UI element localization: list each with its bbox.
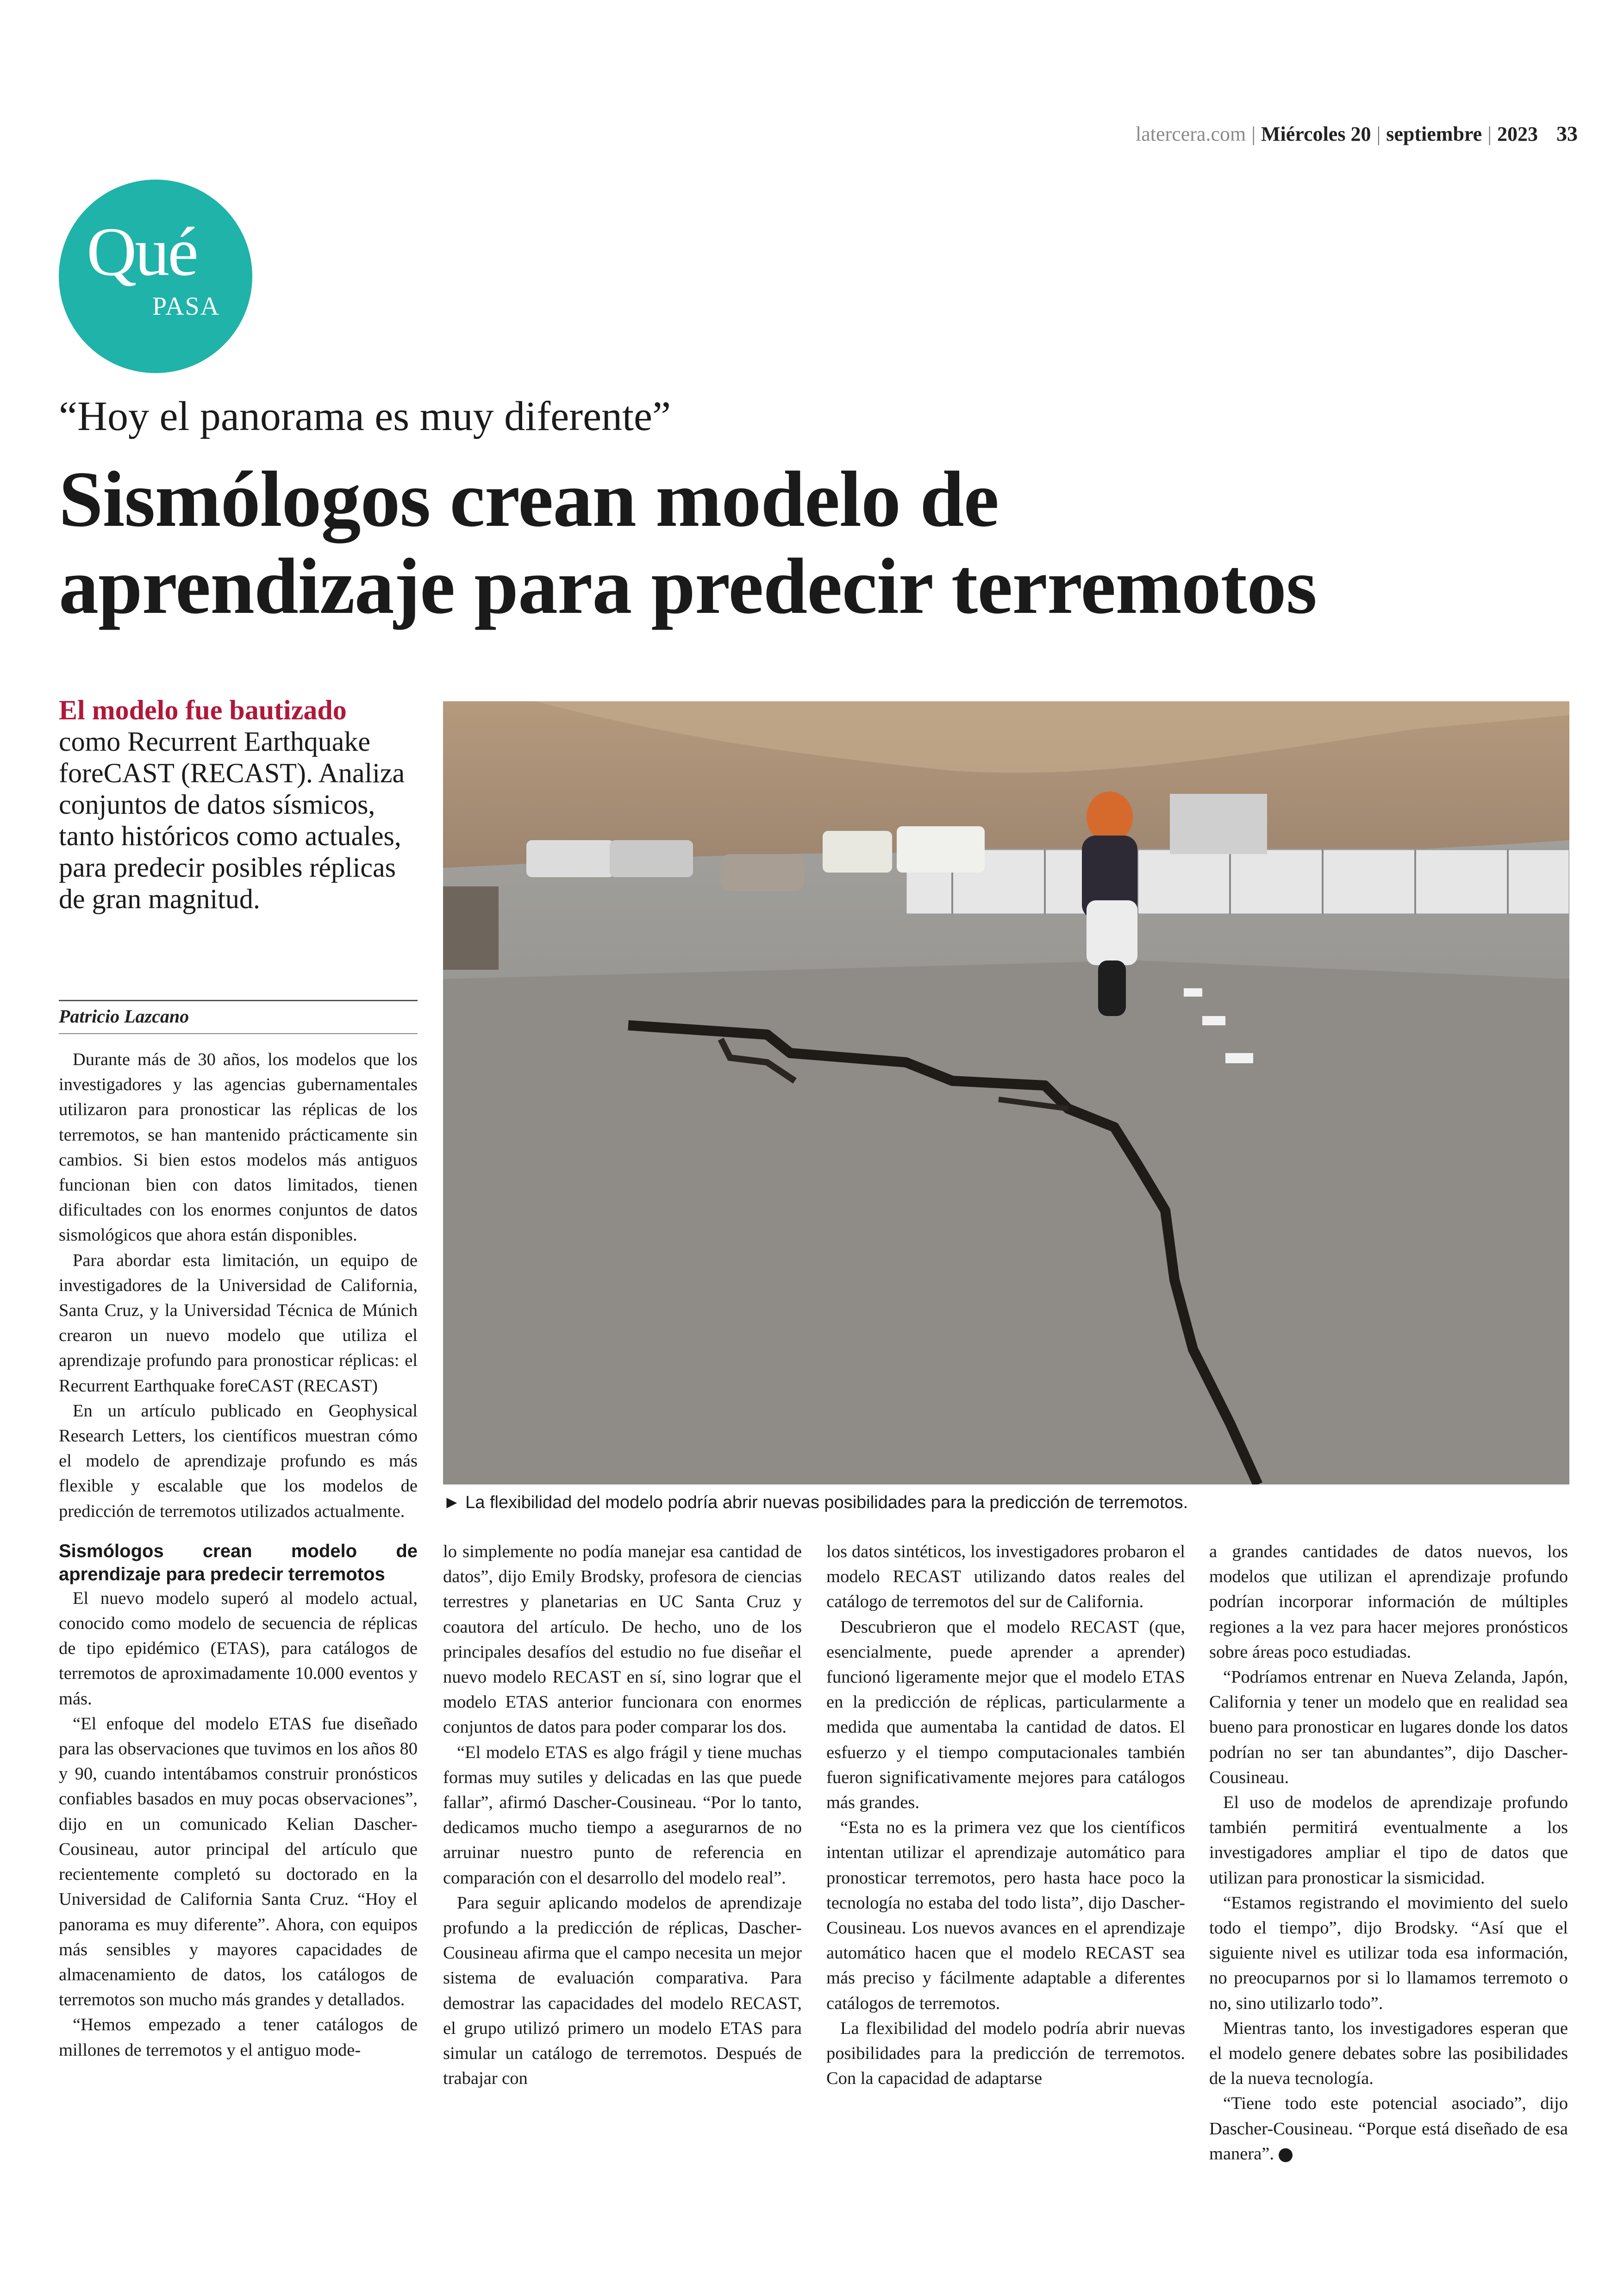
article-kicker: “Hoy el panorama es muy diferente” [59, 393, 671, 439]
site-name: latercera.com [1136, 123, 1246, 145]
paragraph: los datos sintéticos, los investigadores probaron el modelo RECAST utilizando datos reales del catálogo de terremotos del sur de California. [826, 1542, 1185, 1612]
article-column-4 [1209, 1539, 1568, 2166]
paragraph: Descubrieron que el modelo RECAST (que, esencialmente, puede aprender a aprender) funcionó ligeramente mejor que el modelo ETAS en la predicción de réplicas, particularmente a medida que aumentaba la cantidad de datos. El esfuerzo y el tiempo computacionales también fueron significativamente mejores para catálogos más grandes. [826, 1617, 1185, 1813]
que-pasa-logo [59, 180, 252, 373]
page-number: 33 [1556, 122, 1578, 145]
lead-highlight: El modelo fue bautizado [59, 695, 347, 725]
paragraph-text: “Tiene todo este potencial asociado”, dijo Dascher-Cousineau. “Porque está diseñado de esa manera”. [1209, 2094, 1568, 2164]
byline-rule-top [59, 1000, 418, 1001]
paragraph: Durante más de 30 años, los modelos que los investigadores y las agencias gubernamentales utilizaron para pronosticar las réplicas de los terremotos, se han mantenido prácticamente sin cambios. Si bien estos modelos más antiguos funcionan bien con datos limitados, tienen dificultades con los enormes conjuntos de datos sismológicos que ahora están disponibles. [59, 1050, 418, 1245]
byline-rule-bottom [59, 1033, 418, 1034]
headline-line-2: aprendizaje para predecir terremotos [59, 543, 1317, 630]
byline: Patricio Lazcano [59, 1006, 189, 1027]
subheading: Sismólogos crean modelo de aprendizaje para predecir terremotos [59, 1540, 418, 1584]
end-mark-icon [1279, 2148, 1293, 2162]
paragraph: “El enfoque del modelo ETAS fue diseñado para las observaciones que tuvimos en los años 80 y 90, cuando intentábamos construir pronósticos confiables basados en muy pocas observaciones”, dijo en un comunicado Kelian Dascher-Cousineau, autor principal del artículo que recientemente completó su doctorado en la Universidad de California Santa Cruz. “Hoy el panorama es muy diferente”. Ahora, con equipos más sensibles y mayores capacidades de almacenamiento de datos, los catálogos de terremotos son mucho más grandes y detallados. [59, 1714, 418, 2010]
logo-que: Qué [87, 213, 197, 290]
paragraph: “Hemos empezado a tener catálogos de millones de terremotos y el antiguo mode- [59, 2015, 418, 2060]
logo-pasa: PASA [152, 292, 220, 321]
header-year: 2023 [1497, 123, 1538, 145]
paragraph: Para seguir aplicando modelos de aprendizaje profundo a la predicción de réplicas, Dascher-Cousineau afirma que el campo necesita un mejor sistema de evaluación comparativa. Para demostrar las capacidades del modelo RECAST, el grupo utilizó primero un modelo ETAS para simular un catálogo de terremotos. Después de trabajar con [443, 1893, 802, 2089]
paragraph: Para abordar esta limitación, un equipo de investigadores de la Universidad de California, Santa Cruz, y la Universidad Técnica de Múnich crearon un nuevo modelo que utiliza el aprendizaje profundo para pronosticar réplicas: el Recurrent Earthquake foreCAST (RECAST) [59, 1250, 418, 1396]
earthquake-road-photo [443, 701, 1569, 1484]
headline-line-1: Sismólogos crean modelo de [59, 455, 999, 543]
page-header: latercera.com | Miércoles 20 | septiembre | 2023 33 [1136, 122, 1578, 145]
header-month: septiembre [1386, 123, 1482, 145]
paragraph: El uso de modelos de aprendizaje profundo también permitirá eventualmente a los investigadores ampliar el tipo de datos que utilizan para pronosticar la sismicidad. [1209, 1793, 1568, 1888]
paragraph: En un artículo publicado en Geophysical Research Letters, los científicos muestran cómo el modelo de aprendizaje profundo es más flexible y escalable que los modelos de predicción de terremotos utilizados actualmente. [59, 1401, 418, 1521]
paragraph: “Podríamos entrenar en Nueva Zelanda, Japón, California y tener un modelo que en realidad sea bueno para pronosticar en lugares donde los datos podrían no ser tan abundantes”, dijo Dascher-Cousineau. [1209, 1667, 1568, 1787]
paragraph: “Estamos registrando el movimiento del suelo todo el tiempo”, dijo Brodsky. “Así que el siguiente nivel es utilizar toda esa información, no preocuparnos por si lo llamamos terremoto o no, sino utilizarlo todo”. [1209, 1893, 1568, 2013]
lead-text: como Recurrent Earthquake foreCAST (RECAST). Analiza conjuntos de datos sísmicos, tanto históricos como actuales, para predecir posibles réplicas de gran magnitud. [59, 726, 405, 914]
article-column-2 [443, 1539, 802, 2091]
header-day: Miércoles 20 [1261, 123, 1371, 145]
article-lead [59, 694, 411, 915]
paragraph: lo simplemente no podía manejar esa cantidad de datos”, dijo Emily Brodsky, profesora de ciencias terrestres y planetarias en UC Santa Cruz y coautora del artículo. De hecho, uno de los principales desafíos del estudio no fue diseñar el nuevo modelo RECAST en sí, sino lograr que el modelo ETAS anterior funcionara con enormes conjuntos de datos para poder comparar los dos. [443, 1542, 802, 1737]
paragraph: “El modelo ETAS es algo frágil y tiene muchas formas muy sutiles y delicadas en las que puede fallar”, afirmó Dascher-Cousineau. “Por lo tanto, dedicamos mucho tiempo a asegurarnos de no arruinar nuestro punto de referencia en comparación con el desarrollo del modelo real”. [443, 1742, 802, 1888]
paragraph: a grandes cantidades de datos nuevos, los modelos que utilizan el aprendizaje profundo podrían incorporar información de múltiples regiones a la vez para hacer mejores pronósticos sobre áreas poco estudiadas. [1209, 1542, 1568, 1662]
article-column-1 [59, 1047, 418, 2063]
article-headline [59, 456, 1540, 630]
paragraph: La flexibilidad del modelo podría abrir nuevas posibilidades para la predicción de terremotos. Con la capacidad de adaptarse [826, 2018, 1185, 2089]
paragraph: El nuevo modelo superó al modelo actual, conocido como modelo de secuencia de réplicas de tipo epidémico (ETAS), para catálogos de terremotos de aproximadamente 10.000 eventos y más. [59, 1588, 418, 1709]
final-paragraph [1209, 2091, 1568, 2166]
paragraph: “Esta no es la primera vez que los científicos intentan utilizar el aprendizaje automático para pronosticar terremotos, pero hasta hace poco la tecnología no estaba del todo lista”, dijo Dascher-Cousineau. Los nuevos avances en el aprendizaje automático hacen que el modelo RECAST sea más preciso y fácilmente adaptable a diferentes catálogos de terremotos. [826, 1818, 1185, 2013]
photo-caption: ► La flexibilidad del modelo podría abrir nuevas posibilidades para la predicción de terremotos. [443, 1493, 1188, 1512]
article-column-3 [826, 1539, 1185, 2091]
paragraph: Mientras tanto, los investigadores esperan que el modelo genere debates sobre las posibilidades de la nueva tecnología. [1209, 2018, 1568, 2089]
